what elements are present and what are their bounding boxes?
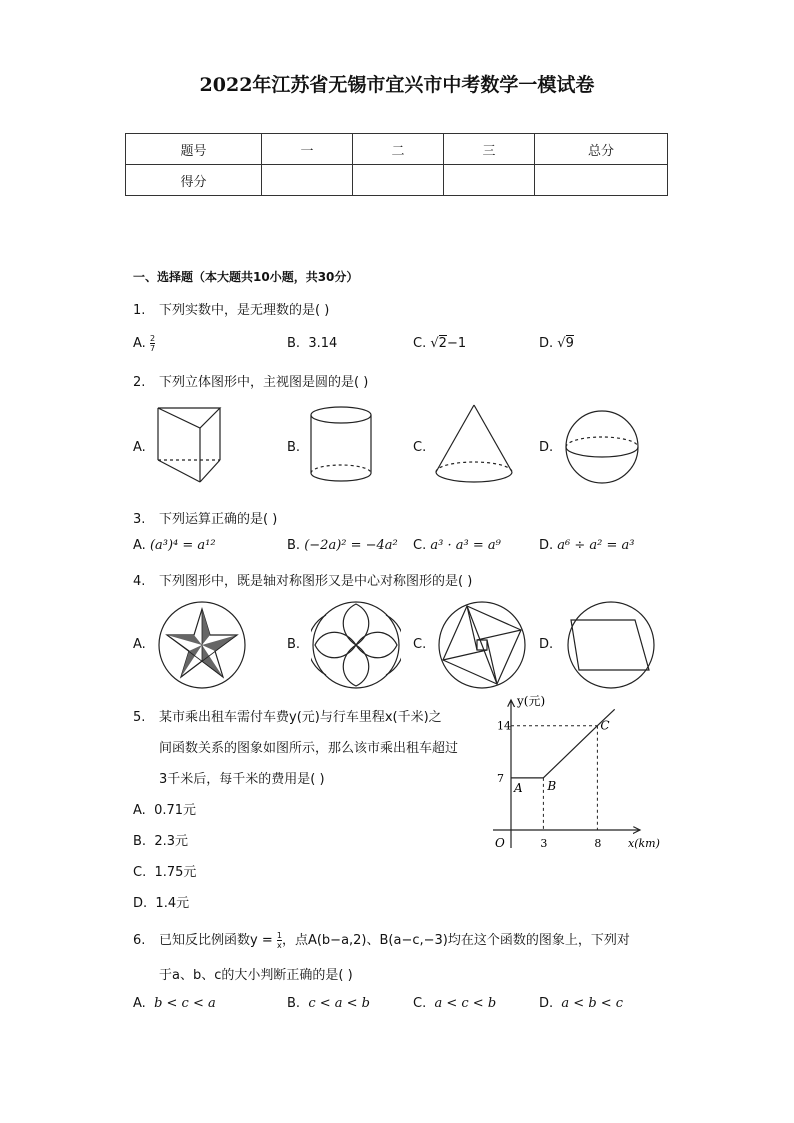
score-cell[interactable] <box>262 165 353 196</box>
q1-option-b[interactable] <box>287 336 337 351</box>
score-header-cell: 总分 <box>535 134 668 165</box>
question-number: 5. <box>133 710 146 725</box>
q3-option-b[interactable] <box>287 538 398 553</box>
q2-option-d-label[interactable]: D. <box>539 440 554 455</box>
score-header-cell: 一 <box>262 134 353 165</box>
q5-option-c[interactable] <box>133 861 196 880</box>
question-number: 6. <box>133 933 146 948</box>
cylinder-figure <box>305 403 380 493</box>
option-text: a < c < b <box>434 996 497 1011</box>
question-6 <box>133 929 630 950</box>
question-number: 3. <box>133 512 146 527</box>
option-label: D. <box>539 538 554 553</box>
option-label: C. <box>133 865 147 880</box>
option-label: A. <box>133 996 146 1011</box>
star-figure <box>157 600 247 690</box>
option-label: B. <box>287 336 301 351</box>
q3-option-c[interactable] <box>413 538 501 553</box>
fraction-denominator: x <box>277 941 282 950</box>
option-label: D. <box>539 336 554 351</box>
y-tick-label: 14 <box>497 719 511 733</box>
score-table-header-row <box>126 134 668 165</box>
question-text: 下列图形中，既是轴对称图形又是中心对称图形的是( ) <box>159 574 473 589</box>
option-label: A. <box>133 803 146 818</box>
radicand: 2 <box>438 336 447 351</box>
question-text: 某市乘出租车需付车费y(元)与行车里程x(千米)之 <box>159 710 442 725</box>
fraction <box>150 334 155 353</box>
score-header-cell: 二 <box>353 134 444 165</box>
option-text: 1.75元 <box>154 865 197 880</box>
option-text: 2.3元 <box>154 834 189 849</box>
option-label: C. <box>413 996 427 1011</box>
question-4 <box>133 570 472 589</box>
x-tick-label: 8 <box>594 837 602 850</box>
q4-option-b-label[interactable]: B. <box>287 637 301 652</box>
option-label: B. <box>287 538 301 553</box>
score-cell[interactable] <box>353 165 444 196</box>
option-text: a³ · a³ = a⁹ <box>430 538 501 553</box>
q2-option-b-label[interactable]: B. <box>287 440 301 455</box>
taxi-fare-graph <box>485 690 670 860</box>
question-text: 下列实数中，是无理数的是( ) <box>159 303 330 318</box>
question-text: 下列运算正确的是( ) <box>159 512 278 527</box>
page-title: 2022年江苏省无锡市宜兴市中考数学一模试卷 <box>199 74 595 96</box>
option-text: −1 <box>446 336 467 351</box>
score-header-cell: 三 <box>444 134 535 165</box>
option-text: b < c < a <box>154 996 216 1011</box>
y-axis-label: y(元) <box>517 694 546 708</box>
fare-line-segment <box>543 726 597 778</box>
x-axis-label: x(km) <box>628 837 660 850</box>
question-5-line3: 3千米后，每千米的费用是( ) <box>159 772 325 787</box>
q6-option-a[interactable] <box>133 996 216 1011</box>
sqrt-symbol: √ <box>430 336 439 351</box>
radicand: 9 <box>565 336 574 351</box>
point-label-b: B <box>547 778 557 793</box>
q5-option-b[interactable] <box>133 830 188 849</box>
question-number: 1. <box>133 303 146 318</box>
fraction-numerator: 2 <box>149 334 156 343</box>
question-text: ，点A(b−a,2)、B(a−c,−3)均在这个函数的图象上，下列对 <box>281 933 630 948</box>
q1-option-a[interactable] <box>133 334 155 353</box>
q5-option-a[interactable] <box>133 799 196 818</box>
question-2 <box>133 371 368 390</box>
q2-option-a-label[interactable]: A. <box>133 440 146 455</box>
y-tick-label: 7 <box>497 771 504 785</box>
origin-label: O <box>495 836 505 850</box>
q6-option-b[interactable] <box>287 996 370 1011</box>
question-1 <box>133 299 329 318</box>
question-text: 已知反比例函数y = <box>159 933 277 948</box>
option-text: (−2a)² = −4a² <box>304 538 398 553</box>
sqrt-symbol: √ <box>557 336 566 351</box>
point-label-c: C <box>600 718 610 733</box>
q4-option-a-label[interactable]: A. <box>133 637 146 652</box>
option-label: D. <box>539 996 554 1011</box>
point-label-a: A <box>514 780 523 795</box>
score-cell[interactable] <box>535 165 668 196</box>
q4-option-d-label[interactable]: D. <box>539 637 554 652</box>
option-label: C. <box>413 538 427 553</box>
option-text: (a³)⁴ = a¹² <box>149 538 216 553</box>
q4-option-c-label[interactable]: C. <box>413 637 427 652</box>
option-label: A. <box>133 336 146 351</box>
question-5-line2: 间函数关系的图象如图所示，那么该市乘出租车超过 <box>159 741 459 756</box>
question-text: 下列立体图形中，主视图是圆的是( ) <box>159 375 369 390</box>
question-6-line2: 于a、b、c的大小判断正确的是( ) <box>159 968 353 983</box>
flower-figure <box>311 600 401 690</box>
rotated-squares-figure <box>437 600 527 690</box>
score-cell[interactable] <box>444 165 535 196</box>
option-label: B. <box>133 834 147 849</box>
q2-option-c-label[interactable]: C. <box>413 440 427 455</box>
score-table-row <box>126 165 668 196</box>
sphere-figure <box>562 405 647 490</box>
prism-figure <box>150 400 240 495</box>
section-heading: 一、选择题（本大题共10小题，共30分） <box>133 270 359 284</box>
question-3 <box>133 508 277 527</box>
score-header-cell: 题号 <box>126 134 262 165</box>
option-text: 3.14 <box>308 336 338 351</box>
option-text: 0.71元 <box>154 803 197 818</box>
score-table <box>125 133 668 196</box>
fraction-numerator: 1 <box>276 931 282 940</box>
fraction-denominator: 7 <box>149 344 156 353</box>
score-row-label: 得分 <box>126 165 262 196</box>
parallelogram-figure <box>565 600 657 690</box>
question-number: 4. <box>133 574 146 589</box>
q3-option-d[interactable] <box>539 538 635 553</box>
q5-option-d[interactable] <box>133 892 189 911</box>
option-label: C. <box>413 336 427 351</box>
option-label: A. <box>133 538 146 553</box>
q6-option-d[interactable] <box>539 996 623 1011</box>
cone-figure <box>430 400 520 495</box>
question-number: 2. <box>133 375 146 390</box>
option-text: c < a < b <box>308 996 370 1011</box>
q3-option-a[interactable] <box>133 538 216 553</box>
option-text: a⁶ ÷ a² = a³ <box>557 538 635 553</box>
option-text: 1.4元 <box>155 896 190 911</box>
option-label: B. <box>287 996 301 1011</box>
q6-option-c[interactable] <box>413 996 496 1011</box>
x-tick-label: 3 <box>540 837 548 850</box>
q1-option-c[interactable] <box>413 336 466 351</box>
question-5 <box>133 706 442 725</box>
option-label: D. <box>133 896 148 911</box>
option-text: a < b < c <box>561 996 624 1011</box>
q1-option-d[interactable] <box>539 336 574 351</box>
